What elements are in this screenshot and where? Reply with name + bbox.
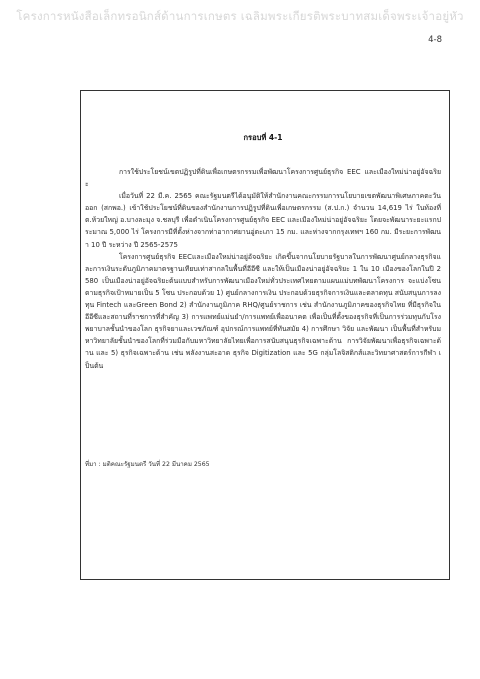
watermark-header: โครงการหนังสือเล็กทรอนิกส์ด้านการเกษตร เฉลิมพระเกียรติพระบาทสมเด็จพระเจ้าอยู่หัว: [16, 9, 464, 23]
box-paragraph-1-text: การใช้ประโยชน์เขตปฏิรูปที่ดินเพื่อเกษตรกรรมเพื่อพัฒนาโครงการศูนย์ธุรกิจ EEC และเมืองใหม่น่าอยู่อัจฉริยะ: [85, 168, 441, 189]
box-paragraph-2: [85, 190, 441, 250]
box-title: กรอบที่ 4-1: [243, 133, 283, 142]
source-note: ที่มา : มติคณะรัฐมนตรี วันที่ 22 มีนาคม 2565: [85, 461, 210, 468]
box-paragraph-3-text: โครงการศูนย์ธุรกิจ EECและเมืองใหม่น่าอยู่อัจฉริยะ เกิดขึ้นจากนโยบายรัฐบาลในการพัฒนาศูนย์กลางธุรกิจและการเงินระดับภูมิภาคมาตรฐานเทียบเท่าสากลในพื้นที่อีอีซี และให้เป็นเมืองน่าอยู่อัจฉริยะ 1 ใน 10 เมืองของโลกในปี 2580 เป็นเมืองน่าอยู่อัจฉริยะต้นแบบสำหรับการพัฒนาเมืองใหม่ทั่วประเทศไทยตามแผนแม่บทพัฒนาโครงการ จะแบ่งโซนตามธุรกิจเป้าหมายเป็น 5 โซน ประกอบด้วย 1) ศูนย์กลางการเงิน ประกอบด้วยธุรกิจการเงินและตลาดทุน สนับสนุนการลงทุน Fintech และGreen Bond 2) สำนักงานภูมิภาค RHQ/ศูนย์ราชการ เช่น สำนักงานภูมิภาคของธุรกิจไทย ที่มีธุรกิจในอีอีซีและสถานที่ราชการที่สำคัญ 3) การแพทย์แม่นยำ/การแพทย์เพื่ออนาคต เพื่อเป็นที่ตั้งของธุรกิจที่เป็นการร่วมทุนกับโรงพยาบาลชั้นนำของโลก ธุรกิจยาและเวชภัณฑ์ อุปกรณ์การแพทย์ที่ทันสมัย 4) การศึกษา วิจัย และพัฒนา เป็นพื้นที่สำหรับมหาวิทยาลัยชั้นนำของโลกที่ร่วมมือกับมหาวิทยาลัยไทยเพื่อการสนับสนุนธุรกิจเฉพาะด้าน การวิจัยพัฒนาเพื่อธุรกิจเฉพาะด้าน และ 5) ธุรกิจเฉพาะด้าน เช่น พลังงานสะอาด ธุรกิจ Digitization และ 5G กลุ่มโลจิสติกส์และวิทยาศาสตร์การกีฬา เป็นต้น: [85, 252, 441, 370]
box-paragraph-1: [85, 166, 441, 190]
box-paragraph-3: [85, 251, 441, 372]
info-box: [80, 90, 450, 580]
box-paragraph-2-text: เมื่อวันที่ 22 มี.ค. 2565 คณะรัฐมนตรีได้อนุมัติให้สำนักงานคณะกรรมการนโยบายเขตพัฒนาพิเศษภาคตะวันออก (สกพอ.) เข้าใช้ประโยชน์ที่ดินของสำนักงานการปฏิรูปที่ดินเพื่อเกษตรกรรม (ส.ป.ก.) จำนวน 14,619 ไร่ ในท้องที่ ต.ห้วยใหญ่ อ.บางละมุง จ.ชลบุรี เพื่อดำเนินโครงการศูนย์ธุรกิจ EEC และเมืองใหม่น่าอยู่อัจฉริยะ โดยจะพัฒนาระยะแรกประมาณ 5,000 ไร่ โครงการมีที่ตั้งห่างจากท่าอากาศยานอู่ตะเภา 15 กม. และห่างจากกรุงเทพฯ 160 กม. มีระยะการพัฒนา 10 ปี ระหว่าง ปี 2565-2575: [85, 192, 441, 249]
page-number: 4-8: [428, 35, 442, 45]
